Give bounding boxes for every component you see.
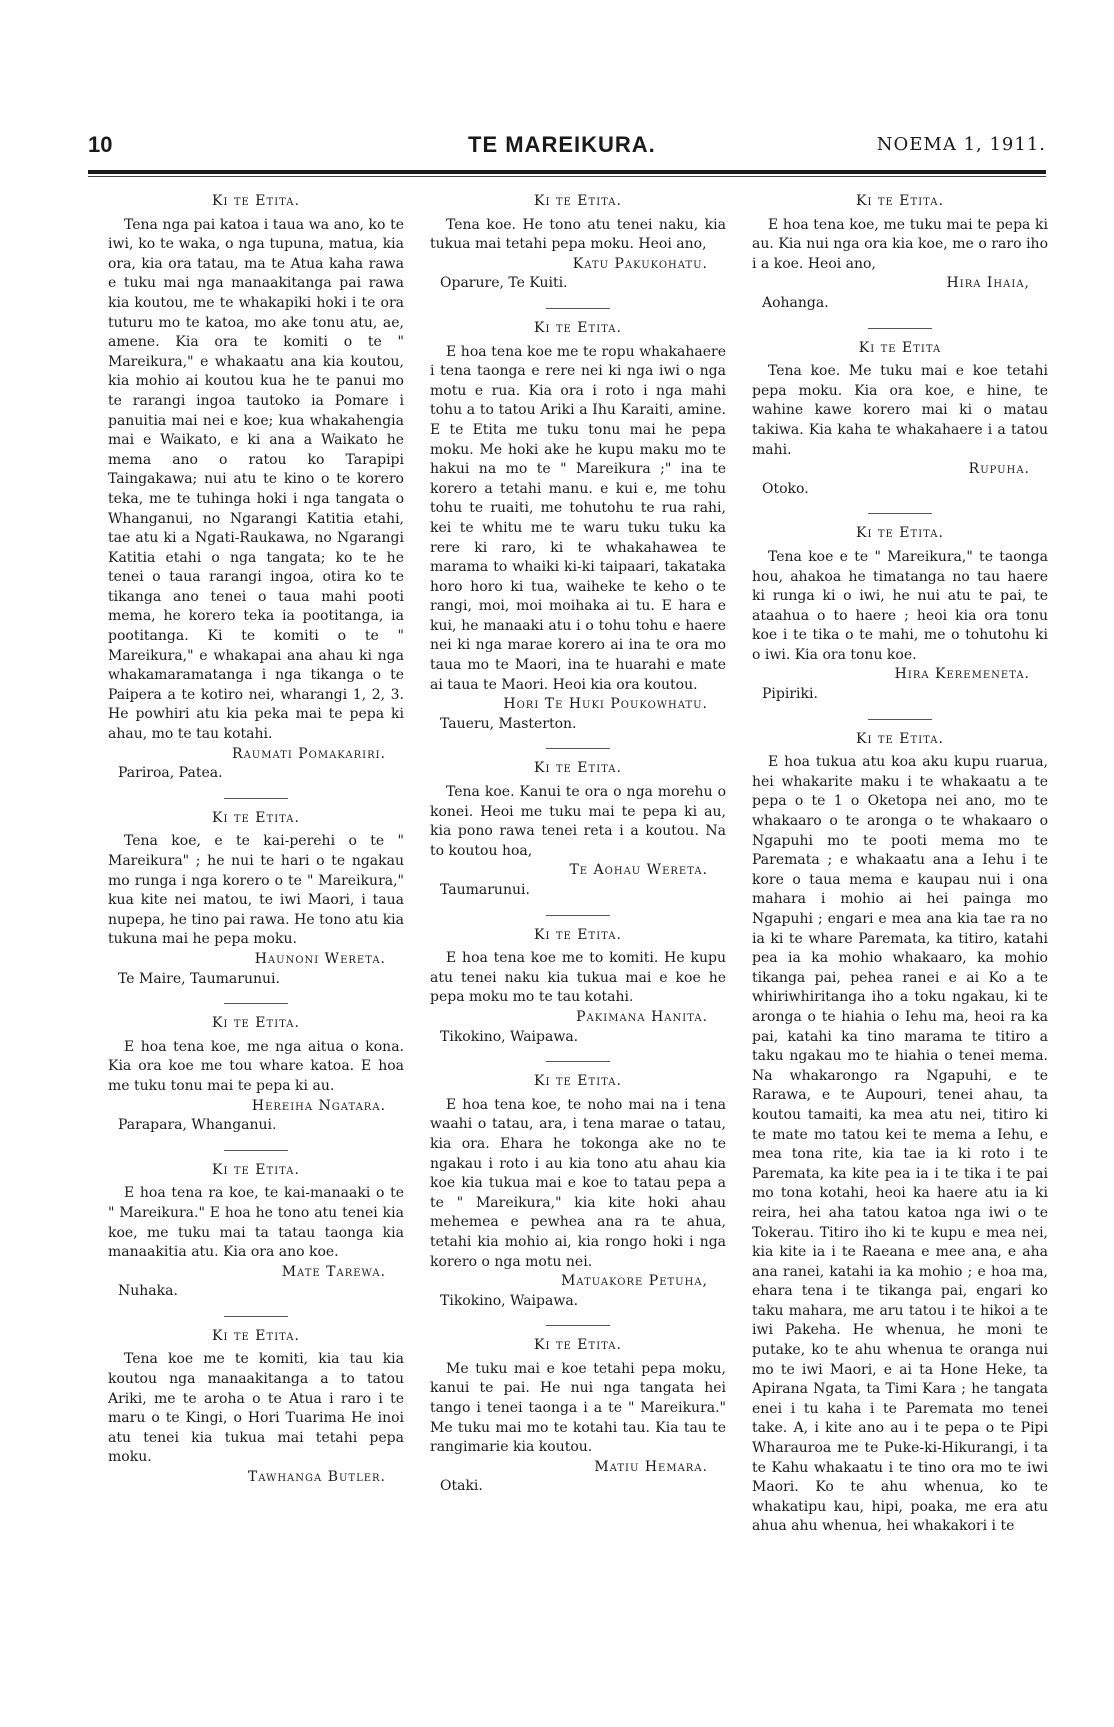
letter-signature: Matiu Hemara.: [594, 1458, 708, 1475]
letter-separator: [224, 798, 288, 799]
letter: [430, 926, 726, 1063]
header-rule-thin: [88, 176, 1046, 177]
letter-body: E hoa tena koe, me tuku mai te pepa ki au. Kia nui nga ora kia koe, me o raro iho i a koe. Heoi ano,: [752, 216, 1048, 272]
letter-heading: Ki te Etita.: [212, 1161, 300, 1178]
column-3: [752, 190, 1048, 1710]
letter: [108, 809, 404, 1004]
letter-signature: Hori Te Huki Poukowhatu.: [503, 696, 708, 713]
letter-separator: [546, 1061, 610, 1062]
letter-place: Oparure, Te Kuiti.: [440, 275, 568, 292]
letter-body: E hoa tena ra koe, te kai-manaaki o te " Mareikura." E hoa he tono atu tenei kia koe, me tuku mai ta tatau taonga kia manaakitia atu. Kia ora ano koe.: [108, 1185, 404, 1261]
letter: [108, 1014, 404, 1151]
letter-body: Tena nga pai katoa i taua wa ano, ko te iwi, ko te waka, o nga tupuna, matua, kia ora, kia ora tatau, ma te Atua kaha rawa e tuku mai nga manaakitanga pai rawa kia koutou, me te whakapiki hoki i te ora tuturu mo te katoa, mo ake tonu atu, ae, amene. Kia ora te komiti o te " Mareikura," e whakaatu ana kia koutou, kia mohio ai koutou kua he te panui mo te rarangi ingoa tautoko ia Pomare i panuitia mai nei e koe; kua whakahengia mai e Waikato, e ki ana a Waikato he mema ano o ratou ko Tarapipi Taingakawa; nui atu te kino o te korero teka, me te tuhinga hoki i nga tangata o Whanganui, no Ngarangi Katitia etahi, tae atu ki a Ngati-Raukawa, no Ngarangi Katitia etahi o nga tangata; ko te he tenei o taua rarangi ingoa, otira ko te tikanga ano tenei o taua mahi pooti mema, he korero teka ia pootitanga, ia pootitanga. Ki te komiti o te " Mareikura," e whakapai ana ahau ki nga whakamaramatanga i nga tikanga o te Paipera a te kotiro nei, wharangi 1, 2, 3. He powhiri atu kia peka mai te pepa ki ahau, mo te tau kotahi.: [108, 216, 404, 743]
letter-place: Otaki.: [440, 1478, 483, 1495]
letter-place: Tikokino, Waipawa.: [440, 1028, 579, 1045]
letter: [430, 1072, 726, 1326]
letter-body: E hoa tukua atu koa aku kupu ruarua, hei whakarite maku i te whakaatu a te pepa o te 1 o Oketopa nei ano, mo te whakaaro o te aronga o te whakaaro o Ngapuhi mo te pooti mema mo te Paremata ; e whakaatu ana a Iehu i te kore o taua mema e kaupau nui i ona mahara i mohio ai hei painga mo Ngapuhi ; engari e mea ana kia tae ra no ia ki te whare Paremata, ka titiro, katahi pea ia ka mohio whakaaro, ka mohio tikanga pai, pehea ranei e ai Ko a te whiriwhiritanga iho a toku ngakau, ki te aronga o te hiahia o Iehu ma, heoi ra ka pai, katahi ka tino marama te titiro a taku ngakau mo te hiahia o tenei mema. Na whakarongo ra Ngapuhi, e te Rarawa, e te Aupouri, tenei ahau, ta koutou tamaiti, ka mea atu nei, titiro ki te mate mo tatou kei te mema a Iehu, e mea tona rite, kia tae ia ki roto i te Paremata, ka kite pea ia i te tika i te pai mo tona kotahi, heoi ka haere atu ia ki reira, hei aha tatou katoa nga iwi o te Tokerau. Titiro iho ki te kupu e mea nei, kia kite ia i te Raeana e mee ana, e aha ana ranei, katahi ia ka mohio ; e hoa ma, ehara tena i te tikanga pai, engari ko taku mahara, me aru tatou i te hikoi a te iwi Pakeha. He whenua, he moni te putake, ko te ahu whenua te oranga nui mo te iwi Maori, e ai ta Hone Heke, ta Apirana Ngata, ta Timi Kara ; he tangata enei i tu kaha i te Paremata mo tenei take. A, i kite ano au i te pepa o te Pipi Wharauroa me te Puke-ki-Hikurangi, i ta te Kahu whakaatu i te tino ora mo te iwi Maori. Ko te ahu whenua, ko te whakatipu kau, hipi, poaka, me era atu ahua ahu whenua, hei whakakori i te: [752, 754, 1048, 1535]
letter: [108, 1327, 404, 1488]
letter-heading: Ki te Etita.: [534, 1073, 622, 1090]
issue-date: NOEMA 1, 1911.: [876, 134, 1046, 155]
letter-body: Tena koe. He tono atu tenei naku, kia tukua mai tetahi pepa moku. Heoi ano,: [430, 216, 726, 253]
letter-heading: Ki te Etita: [858, 339, 942, 356]
letter-heading: Ki te Etita.: [856, 525, 944, 542]
letter-heading: Ki te Etita.: [534, 319, 622, 336]
letter-body: E hoa tena koe, te noho mai na i tena waahi o tatau, ara, i tena marae o tatau, kia ora. Ehara he tokonga ake no te ngakau i roto i au kia tono atu ahau kia koe kia tukua mai e koe to tatau pepa a te " Mareikura," kia kite hoki ahau mehemea e pewhea ana ra te ahua, tetahi kia mohio ai, kia rongo hoki i nga korero o nga motu nei.: [430, 1096, 726, 1270]
letter-body: E hoa tena koe me te ropu whakahaere i tena taonga e rere nei ki nga iwi o nga motu e rua. Kia ora i roto i nga mahi tohu a to tatou Ariki a Ihu Karaiti, amine. E te Etita me tuku tonu mai he pepa moku. Me hoki ake he kupu maku mo te hakui na mo te " Mareikura ;" ina te korero a tetahi manu. e kui e, me tohu tohu te ruaiti, me tohutohu te rua rahi, kei te whitu me te waru tuku tuku ka rere ki raro, ki te whakahawea te marama to whaiki ki-ki taipaari, takataka horo horo ki tua, waiheke te keho o te rangi, moi, moi moihaka ai tu. E hara e kui, he manaaki atu i o tohu tohu e haere nei ki nga marae korero ai ina te ora mo taua mo te Maori, ina te huarahi e mate ai taua te Maori. Heoi kia ora koutou.: [430, 343, 726, 693]
letter-place: Tikokino, Waipawa.: [440, 1292, 579, 1309]
letter-signature: Mate Tarewa.: [281, 1263, 386, 1280]
header-rule: [88, 170, 1046, 174]
letter-signature: Haunoni Wereta.: [254, 950, 386, 967]
letter-heading: Ki te Etita.: [212, 193, 300, 209]
letter-place: Aohanga.: [762, 294, 829, 311]
letter-signature: Te Aohau Wereta.: [569, 862, 708, 879]
letter-separator: [868, 513, 932, 514]
letter-signature: Tawhanga Butler.: [247, 1469, 386, 1486]
letter: [752, 339, 1048, 515]
letter-heading: Ki te Etita.: [212, 1015, 300, 1032]
letter: [752, 192, 1048, 329]
letter-signature: Hereiha Ngatara.: [251, 1097, 386, 1114]
letter: [430, 319, 726, 749]
letter-separator: [224, 1003, 288, 1004]
column-2: [430, 190, 726, 1710]
letter-separator: [546, 308, 610, 309]
letter-body: Tena koe, e te kai-perehi o te " Mareikura" ; he nui te hari o te ngakau mo runga i nga korero o te " Mareikura," kua kite nei matou, te iwi Maori, i taua nupepa, he tino pai rawa. He tono atu kia tukuna mai he pepa moku.: [108, 833, 404, 948]
letter-heading: Ki te Etita.: [534, 926, 622, 943]
letter-signature: Matuakore Petuha,: [561, 1273, 708, 1290]
letter-body: E hoa tena koe, me nga aitua o kona. Kia ora koe me tou whare katoa. E hoa me tuku tonu mai te pepa ki au.: [108, 1038, 404, 1094]
letter: [108, 1161, 404, 1317]
letter: [430, 759, 726, 915]
letter-heading: Ki te Etita.: [856, 730, 944, 747]
letter-place: Parapara, Whanganui.: [118, 1117, 277, 1134]
letter-separator: [224, 1316, 288, 1317]
letter-heading: Ki te Etita.: [534, 193, 622, 209]
masthead-title: TE MAREIKURA.: [468, 132, 656, 157]
letter: [108, 192, 404, 799]
letter-place: Nuhaka.: [118, 1283, 178, 1300]
letter-place: Pariroa, Patea.: [118, 765, 223, 782]
letter-place: Otoko.: [762, 480, 809, 497]
letter-heading: Ki te Etita.: [534, 1337, 622, 1354]
letter-body: Tena koe e te " Mareikura," te taonga hou, ahakoa he timatanga no tau haere ki runga ki o iwi, he nui atu te pai, te ataahua o to haere ; heoi kia ora tonu koe i te tika o te mahi, me o tohutohu ki o iwi. Kia ora tonu koe.: [752, 548, 1048, 663]
letter-signature: Hira Ihaia,: [946, 275, 1030, 292]
letter-separator: [868, 328, 932, 329]
letter: [430, 1336, 726, 1497]
letter-heading: Ki te Etita.: [212, 809, 300, 826]
page-header: [88, 128, 1046, 168]
letter-place: Taumarunui.: [440, 882, 530, 898]
letter-signature: Rupuha.: [968, 461, 1030, 478]
letter-signature: Pakimana Hanita.: [576, 1008, 708, 1025]
letter-body: Tena koe me te komiti, kia tau kia koutou nga manaakitanga a to tatou Ariki, me te aroha o te Atua i raro i te maru o te Kingi, o Hori Tuarima He inoi atu tenei kia tukua mai tetahi pepa moku.: [108, 1351, 404, 1466]
letter-place: Te Maire, Taumarunui.: [118, 970, 280, 987]
letter-separator: [868, 719, 932, 720]
letter-separator: [546, 1325, 610, 1326]
letter-separator: [546, 915, 610, 916]
letter: [430, 192, 726, 309]
letter-place: Taueru, Masterton.: [440, 715, 577, 732]
letter-place: Pipiriki.: [762, 686, 818, 703]
letter: [752, 730, 1048, 1537]
column-1: [108, 190, 404, 1710]
columns: [108, 190, 1048, 1710]
letter-signature: Hira Keremeneta.: [894, 666, 1030, 683]
letter-signature: Katu Pakukohatu.: [572, 255, 708, 272]
letter-body: E hoa tena koe me to komiti. He kupu atu tenei naku kia tukua mai e koe he pepa moku mo te tau kotahi.: [430, 950, 726, 1006]
letter-heading: Ki te Etita.: [534, 760, 622, 777]
letter-separator: [224, 1150, 288, 1151]
letter-separator: [546, 748, 610, 749]
letter: [752, 524, 1048, 719]
page-number: 10: [88, 132, 113, 157]
letter-signature: Raumati Pomakariri.: [232, 745, 386, 762]
letter-body: Tena koe. Kanui te ora o nga morehu o konei. Heoi me tuku mai te pepa ki au, kia pono rawa tenei reta i a koutou. Na to koutou hoa,: [430, 784, 726, 859]
letter-body: Me tuku mai e koe tetahi pepa moku, kanui te pai. He nui nga tangata hei tango i tenei taonga i a te " Mareikura." Me tuku mai mo te kotahi tau. Kia tau te rangimarie kia koutou.: [430, 1360, 726, 1456]
letter-heading: Ki te Etita.: [212, 1327, 300, 1344]
letter-body: Tena koe. Me tuku mai e koe tetahi pepa moku. Kia ora koe, e hine, te wahine kawe korero mai ki o matau takiwa. Kia kaha te whakahaere i a tatou mahi.: [752, 363, 1048, 458]
letter-heading: Ki te Etita.: [856, 193, 944, 209]
